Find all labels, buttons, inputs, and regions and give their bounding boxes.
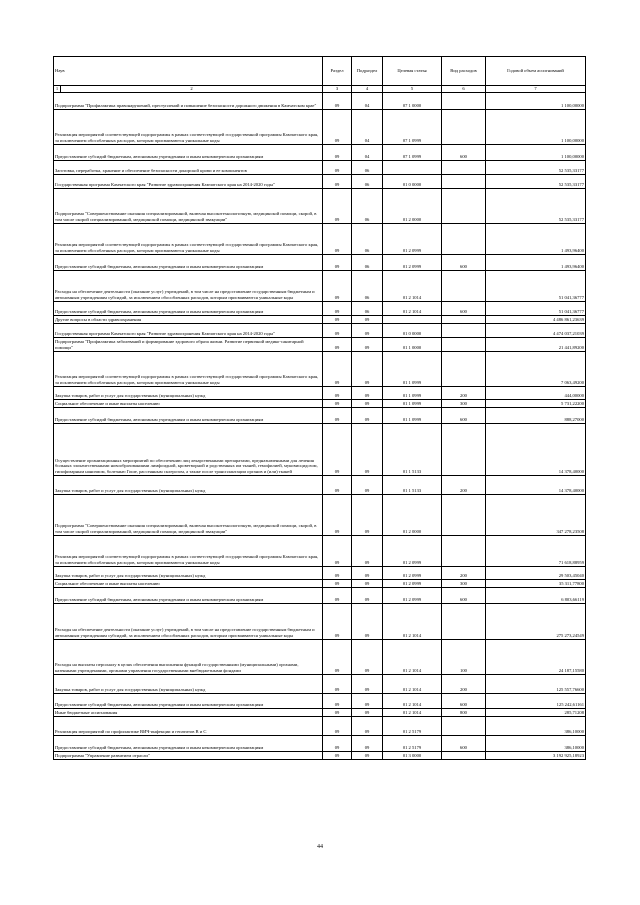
table-row: [54, 270, 586, 301]
row-podrazdel: 06: [352, 223, 383, 254]
row-amount: 51 041,36777: [486, 301, 586, 315]
row-target-article: 01 3 0000: [383, 751, 442, 759]
column-number: 7: [486, 86, 586, 93]
column-number: 2: [61, 86, 323, 93]
table-row: [54, 716, 586, 735]
row-razdel: 09: [323, 708, 352, 716]
row-target-article: 01 0 0000: [383, 174, 442, 188]
row-name: Подпрограмма "Управление развитием отрасли": [54, 751, 323, 759]
row-expense-type: [442, 109, 486, 144]
row-name: Реализация мероприятий соответствующей подпрограммы в рамках соответствующей государственной программы Камчатского края, за исключением обособленных расходов, которым присваиваются уникальные коды: [54, 223, 323, 254]
header-target-article: Целевая статья: [383, 57, 442, 86]
column-number: 6: [442, 86, 486, 93]
row-podrazdel: 09: [352, 475, 383, 494]
table-row: [54, 315, 586, 323]
row-podrazdel: 09: [352, 708, 383, 716]
row-razdel: 09: [323, 323, 352, 337]
table-row: [54, 587, 586, 603]
row-target-article: 01 2 1014: [383, 693, 442, 708]
row-target-article: 01 2 0000: [383, 188, 442, 223]
row-name: Подпрограмма "Профилактика заболеваний и формирование здорового образа жизни. Развитие первичной медико-санитарной помощи": [54, 337, 323, 351]
row-expense-type: 200: [442, 566, 486, 579]
row-razdel: 09: [323, 351, 352, 386]
table-row: [54, 323, 586, 337]
row-expense-type: 600: [442, 144, 486, 160]
row-razdel: 09: [323, 174, 352, 188]
table-row: [54, 174, 586, 188]
table-row: [54, 708, 586, 716]
row-expense-type: 600: [442, 301, 486, 315]
row-name: Предоставление субсидий бюджетным, автономным учреждениям и иным некоммерческим организациям: [54, 301, 323, 315]
row-expense-type: [442, 535, 486, 566]
row-razdel: 09: [323, 603, 352, 639]
row-amount: 7 063,49200: [486, 351, 586, 386]
row-name: Расходы на обеспечение деятельности (оказание услуг) учреждений, в том числе на предоставление государственным бюджетным и автономным учреждениям субсидий, за исключением обособленных расходов, которым присваиваются уникальные коды: [54, 270, 323, 301]
row-podrazdel: 09: [352, 735, 383, 751]
row-target-article: [383, 160, 442, 174]
row-target-article: 01 1 0999: [383, 351, 442, 386]
row-podrazdel: 09: [352, 351, 383, 386]
row-name: Социальное обеспечение и иные выплаты населению: [54, 579, 323, 587]
row-target-article: 07 1 0999: [383, 109, 442, 144]
row-amount: 51 041,36777: [486, 270, 586, 301]
table-row: [54, 603, 586, 639]
row-razdel: 09: [323, 301, 352, 315]
table-row: [54, 109, 586, 144]
row-expense-type: [442, 716, 486, 735]
row-expense-type: 200: [442, 386, 486, 399]
row-name: Реализация мероприятий соответствующей подпрограммы в рамках соответствующей государственной программы Камчатского края, за исключением обособленных расходов, которым присваиваются уникальные коды: [54, 109, 323, 144]
row-expense-type: [442, 270, 486, 301]
row-razdel: 09: [323, 587, 352, 603]
header-podrazdel: Подраздел: [352, 57, 383, 86]
row-amount: 6 803,66119: [486, 587, 586, 603]
row-amount: 1 100,00000: [486, 144, 586, 160]
row-name: Закупка товаров, работ и услуг для государственных (муниципальных) нужд: [54, 566, 323, 579]
row-name: Расходы на обеспечение деятельности (оказание услуг) учреждений, в том числе на предоставление государственным бюджетным и автономным учреждениям субсидий, за исключением обособленных расходов, которым присваиваются уникальные коды: [54, 603, 323, 639]
row-podrazdel: 09: [352, 566, 383, 579]
row-amount: 285,71208: [486, 708, 586, 716]
row-name: Предоставление субсидий бюджетным, автономным учреждениям и иным некоммерческим организациям: [54, 735, 323, 751]
row-podrazdel: 09: [352, 751, 383, 759]
row-podrazdel: 09: [352, 639, 383, 674]
row-name: Предоставление субсидий бюджетным, автономным учреждениям и иным некоммерческим организациям: [54, 407, 323, 423]
row-expense-type: 300: [442, 399, 486, 407]
row-amount: 347 278,23508: [486, 494, 586, 535]
row-name: Подпрограмма "Совершенствование оказания специализированной, включая высокотехнологичную, медицинской помощи, скорой, в том числе скорой специализированной, медицинской помощи, медицинской эвакуации": [54, 188, 323, 223]
budget-table: [53, 56, 586, 760]
header-name: Наув: [54, 57, 323, 86]
row-expense-type: 600: [442, 693, 486, 708]
table-row: [54, 144, 586, 160]
column-number-row: [54, 86, 586, 93]
row-target-article: 01 2 0999: [383, 587, 442, 603]
table-row: [54, 254, 586, 270]
column-number: 5: [383, 86, 442, 93]
row-name: Предоставление субсидий бюджетным, автономным учреждениям и иным некоммерческим организациям: [54, 693, 323, 708]
row-expense-type: 600: [442, 587, 486, 603]
row-expense-type: [442, 160, 486, 174]
column-number: 3: [323, 86, 352, 93]
table-row: [54, 423, 586, 475]
row-podrazdel: 09: [352, 716, 383, 735]
row-target-article: [383, 315, 442, 323]
row-podrazdel: 09: [352, 494, 383, 535]
row-expense-type: [442, 188, 486, 223]
row-expense-type: 300: [442, 579, 486, 587]
header-annual-amount: Годовой объем ассигнований: [486, 57, 586, 86]
table-row: [54, 639, 586, 674]
row-amount: 888,27000: [486, 407, 586, 423]
row-name: Заготовка, переработка, хранение и обеспечение безопасности донорской крови и ее компонентов: [54, 160, 323, 174]
row-amount: 52 535,33177: [486, 174, 586, 188]
row-razdel: 09: [323, 223, 352, 254]
row-podrazdel: 09: [352, 603, 383, 639]
row-target-article: 01 2 1014: [383, 639, 442, 674]
row-amount: 3 192 925,18923: [486, 751, 586, 759]
row-razdel: 09: [323, 693, 352, 708]
row-razdel: 09: [323, 566, 352, 579]
row-name: Подпрограмма "Профилактика правонарушений, преступлений и повышение безопасности дорожного движения в Камчатском крае": [54, 92, 323, 109]
row-expense-type: [442, 351, 486, 386]
row-expense-type: [442, 174, 486, 188]
row-name: Предоставление субсидий бюджетным, автономным учреждениям и иным некоммерческим организациям: [54, 144, 323, 160]
row-podrazdel: 04: [352, 109, 383, 144]
row-amount: 4 486 861,23639: [486, 315, 586, 323]
row-razdel: 09: [323, 735, 352, 751]
table-row: [54, 301, 586, 315]
row-podrazdel: 09: [352, 315, 383, 323]
row-amount: 1 100,00000: [486, 109, 586, 144]
row-razdel: 09: [323, 144, 352, 160]
row-razdel: 09: [323, 535, 352, 566]
row-amount: 24 187,15580: [486, 639, 586, 674]
row-amount: 29 503,45040: [486, 566, 586, 579]
table-row: [54, 751, 586, 759]
table-row: [54, 223, 586, 254]
page-number: 44: [317, 844, 323, 850]
row-podrazdel: 09: [352, 535, 383, 566]
row-razdel: 09: [323, 674, 352, 693]
row-name: Реализация мероприятий по профилактике ВИЧ-инфекции и гепатитов В и С: [54, 716, 323, 735]
row-target-article: 01 2 0999: [383, 579, 442, 587]
row-expense-type: [442, 751, 486, 759]
row-amount: 4 474 037,21039: [486, 323, 586, 337]
row-razdel: 09: [323, 386, 352, 399]
row-expense-type: 800: [442, 708, 486, 716]
row-target-article: 01 2 5179: [383, 735, 442, 751]
row-name: Закупка товаров, работ и услуг для государственных (муниципальных) нужд: [54, 674, 323, 693]
row-name: Предоставление субсидий бюджетным, автономным учреждениям и иным некоммерческим организациям: [54, 254, 323, 270]
row-target-article: 07 1 0000: [383, 92, 442, 109]
row-name: Другие вопросы в области здравоохранения: [54, 315, 323, 323]
row-name: Государственная программа Камчатского края "Развитие здравоохранения Камчатского края на 2014-2020 годы": [54, 323, 323, 337]
column-number: 4: [352, 86, 383, 93]
row-podrazdel: 09: [352, 399, 383, 407]
row-podrazdel: 06: [352, 188, 383, 223]
row-amount: 14 378,40000: [486, 475, 586, 494]
row-expense-type: [442, 92, 486, 109]
row-target-article: 01 2 0999: [383, 254, 442, 270]
row-podrazdel: 04: [352, 92, 383, 109]
header-razdel: Раздел: [323, 57, 352, 86]
table-row: [54, 579, 586, 587]
row-razdel: 09: [323, 109, 352, 144]
row-target-article: 01 2 1014: [383, 674, 442, 693]
row-target-article: 01 2 1014: [383, 301, 442, 315]
row-name: Подпрограмма "Совершенствование оказания специализированной, включая высокотехнологичную, медицинской помощи, скорой, в том числе скорой специализированной, медицинской помощи, медицинской эвакуации": [54, 494, 323, 535]
row-expense-type: 600: [442, 735, 486, 751]
row-target-article: 01 1 0999: [383, 407, 442, 423]
row-target-article: 07 1 0999: [383, 144, 442, 160]
row-name: Государственная программа Камчатского края "Развитие здравоохранения Камчатского края на 2014-2020 годы": [54, 174, 323, 188]
row-podrazdel: 09: [352, 386, 383, 399]
row-razdel: 09: [323, 579, 352, 587]
table-row: [54, 535, 586, 566]
row-name: Осуществление организационных мероприятий по обеспечению лиц лекарственными препаратами, предназначенными для лечения больных злокачественными новообразованиями лимфоидной, кроветворной и родственных им тканей, гемофилией, муковисцидозом, гипофизарным нанизмом, болезнью Гоше, рассеянным склерозом, а также после трансплантации органов и (или) тканей: [54, 423, 323, 475]
row-podrazdel: 09: [352, 579, 383, 587]
row-expense-type: 200: [442, 674, 486, 693]
row-podrazdel: 09: [352, 323, 383, 337]
table-row: [54, 188, 586, 223]
row-expense-type: [442, 337, 486, 351]
row-name: Реализация мероприятий соответствующей подпрограммы в рамках соответствующей государственной программы Камчатского края, за исключением обособленных расходов, которым присваиваются уникальные коды: [54, 351, 323, 386]
row-amount: 1 100,00000: [486, 92, 586, 109]
row-razdel: 09: [323, 716, 352, 735]
row-razdel: 09: [323, 751, 352, 759]
table-row: [54, 494, 586, 535]
row-target-article: 01 1 0999: [383, 386, 442, 399]
header-expense-type: Вид расходов: [442, 57, 486, 86]
row-razdel: 09: [323, 160, 352, 174]
row-podrazdel: 09: [352, 337, 383, 351]
row-name: Предоставление субсидий бюджетным, автономным учреждениям и иным некоммерческим организациям: [54, 587, 323, 603]
row-amount: 386,10000: [486, 735, 586, 751]
row-expense-type: 200: [442, 475, 486, 494]
row-razdel: 09: [323, 399, 352, 407]
row-name: Расходы на выплаты персоналу в целях обеспечения выполнения функций государственными (муниципальными) органами, казенными учреждениями, органами управления государственными внебюджетными фондами: [54, 639, 323, 674]
table-row: [54, 693, 586, 708]
row-amount: 52 535,33177: [486, 160, 586, 174]
row-podrazdel: 09: [352, 407, 383, 423]
table-row: [54, 160, 586, 174]
row-amount: 125 242,61161: [486, 693, 586, 708]
row-amount: 21 441,89200: [486, 337, 586, 351]
row-target-article: 01 1 5133: [383, 475, 442, 494]
row-podrazdel: 06: [352, 254, 383, 270]
row-expense-type: [442, 223, 486, 254]
row-razdel: 09: [323, 423, 352, 475]
row-podrazdel: 06: [352, 270, 383, 301]
row-podrazdel: 09: [352, 587, 383, 603]
row-razdel: 09: [323, 639, 352, 674]
row-podrazdel: 06: [352, 174, 383, 188]
row-target-article: 01 0 0000: [383, 323, 442, 337]
row-target-article: 01 2 0000: [383, 494, 442, 535]
row-name: Закупка товаров, работ и услуг для государственных (муниципальных) нужд: [54, 475, 323, 494]
row-expense-type: 600: [442, 407, 486, 423]
table-row: [54, 92, 586, 109]
table-row: [54, 386, 586, 399]
row-expense-type: [442, 494, 486, 535]
row-name: Иные бюджетные ассигнования: [54, 708, 323, 716]
row-target-article: 01 2 5179: [383, 716, 442, 735]
table-row: [54, 337, 586, 351]
table-row: [54, 735, 586, 751]
row-expense-type: 100: [442, 639, 486, 674]
row-target-article: 01 2 0999: [383, 223, 442, 254]
row-amount: 52 535,33177: [486, 188, 586, 223]
row-amount: 386,10000: [486, 716, 586, 735]
row-amount: 35 311,77800: [486, 579, 586, 587]
row-podrazdel: 09: [352, 693, 383, 708]
row-expense-type: [442, 603, 486, 639]
header-row: [54, 57, 586, 86]
row-amount: 14 378,40000: [486, 423, 586, 475]
row-target-article: 01 2 0999: [383, 566, 442, 579]
row-razdel: 09: [323, 337, 352, 351]
row-razdel: 09: [323, 407, 352, 423]
row-amount: 444,00000: [486, 386, 586, 399]
row-razdel: 09: [323, 315, 352, 323]
table-body: [54, 92, 586, 759]
row-podrazdel: 09: [352, 674, 383, 693]
row-name: Закупка товаров, работ и услуг для государственных (муниципальных) нужд: [54, 386, 323, 399]
row-target-article: 01 1 0000: [383, 337, 442, 351]
row-expense-type: [442, 423, 486, 475]
row-expense-type: [442, 323, 486, 337]
row-target-article: 01 2 0999: [383, 535, 442, 566]
row-podrazdel: 06: [352, 160, 383, 174]
row-target-article: 01 2 1014: [383, 708, 442, 716]
row-amount: 71 618,88959: [486, 535, 586, 566]
row-podrazdel: 04: [352, 144, 383, 160]
row-amount: 1 493,96400: [486, 254, 586, 270]
row-expense-type: 600: [442, 254, 486, 270]
table-row: [54, 351, 586, 386]
table-row: [54, 566, 586, 579]
row-podrazdel: 06: [352, 301, 383, 315]
row-target-article: 01 1 0999: [383, 399, 442, 407]
row-target-article: 01 1 5133: [383, 423, 442, 475]
table-row: [54, 407, 586, 423]
row-target-article: 01 2 1014: [383, 270, 442, 301]
row-amount: 5 731,22200: [486, 399, 586, 407]
row-name: Реализация мероприятий соответствующей подпрограммы в рамках соответствующей государственной программы Камчатского края, за исключением обособленных расходов, которым присваиваются уникальные коды: [54, 535, 323, 566]
row-amount: 1 493,96400: [486, 223, 586, 254]
row-amount: 275 273,24549: [486, 603, 586, 639]
row-razdel: 09: [323, 254, 352, 270]
row-razdel: 09: [323, 188, 352, 223]
table-row: [54, 475, 586, 494]
table-row: [54, 399, 586, 407]
column-number: 1: [54, 86, 61, 93]
row-razdel: 09: [323, 475, 352, 494]
row-target-article: 01 2 1014: [383, 603, 442, 639]
row-podrazdel: 09: [352, 423, 383, 475]
row-razdel: 09: [323, 270, 352, 301]
row-razdel: 09: [323, 92, 352, 109]
row-amount: 125 557,76600: [486, 674, 586, 693]
row-razdel: 09: [323, 494, 352, 535]
row-name: Социальное обеспечение и иные выплаты населению: [54, 399, 323, 407]
table-row: [54, 674, 586, 693]
row-expense-type: [442, 315, 486, 323]
